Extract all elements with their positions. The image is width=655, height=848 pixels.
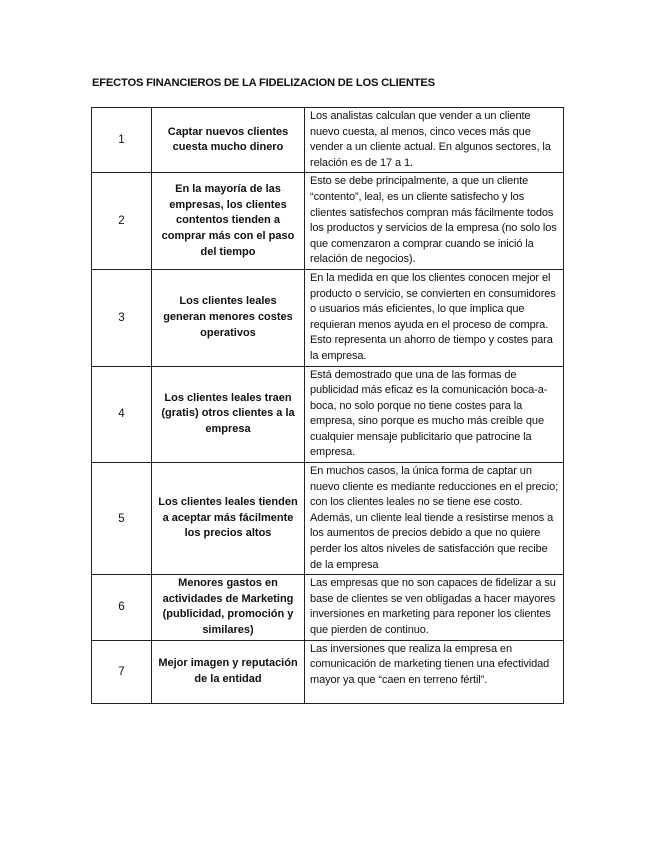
table-row	[92, 575, 564, 640]
row-description: Las empresas que no son capaces de fidelizar a su base de clientes se ven obligadas a hacer mayores inversiones en marketing para reponer los clientes que pierden de continuo.	[305, 575, 564, 640]
document-title: EFECTOS FINANCIEROS DE LA FIDELIZACION DE LOS CLIENTES	[92, 77, 435, 89]
row-concept: Captar nuevos clientes cuesta mucho dinero	[152, 108, 305, 173]
table-row	[92, 269, 564, 366]
row-description: En la medida en que los clientes conocen mejor el producto o servicio, se convierten en consumidores o usuarios más eficientes, lo que implica que requieran menos ayuda en el proceso de compra. Esto representa un ahorro de tiempo y costes para la empresa.	[305, 269, 564, 366]
table-row	[92, 463, 564, 575]
row-concept: En la mayoría de las empresas, los clientes contentos tienden a comprar más con el paso del tiempo	[152, 173, 305, 270]
table-row	[92, 640, 564, 703]
row-number: 3	[92, 269, 152, 366]
row-number: 5	[92, 463, 152, 575]
table-row	[92, 366, 564, 463]
row-number: 6	[92, 575, 152, 640]
row-concept: Los clientes leales traen (gratis) otros clientes a la empresa	[152, 366, 305, 463]
row-description: Está demostrado que una de las formas de publicidad más eficaz es la comunicación boca-a-boca, no solo porque no tiene costes para la empresa, sino porque es mucho más creíble que cualquier mensaje publicitario que patrocine la empresa.	[305, 366, 564, 463]
table-row	[92, 108, 564, 173]
row-number: 2	[92, 173, 152, 270]
row-number: 4	[92, 366, 152, 463]
row-concept: Mejor imagen y reputación de la entidad	[152, 640, 305, 703]
row-description: Esto se debe principalmente, a que un cliente “contento”, leal, es un cliente satisfecho y los clientes satisfechos compran más fácilmente todos los productos y servicios de la empresa (no solo los que comenzaron a comprar cuando se inició la relación de negocios).	[305, 173, 564, 270]
row-description: Las inversiones que realiza la empresa en comunicación de marketing tienen una efectividad mayor ya que “caen en terreno fértil”.	[305, 640, 564, 703]
financial-effects-table	[91, 107, 564, 704]
table-row	[92, 173, 564, 270]
row-number: 7	[92, 640, 152, 703]
row-description: En muchos casos, la única forma de captar un nuevo cliente es mediante reducciones en el precio; con los clientes leales no se tiene ese costo. Además, un cliente leal tiende a resistirse menos a los aumentos de precios debido a que no quiere perder los altos niveles de satisfacción que recibe de la empresa	[305, 463, 564, 575]
row-concept: Los clientes leales generan menores costes operativos	[152, 269, 305, 366]
row-concept: Menores gastos en actividades de Marketing (publicidad, promoción y similares)	[152, 575, 305, 640]
row-description: Los analistas calculan que vender a un cliente nuevo cuesta, al menos, cinco veces más que vender a un cliente actual. En algunos sectores, la relación es de 17 a 1.	[305, 108, 564, 173]
row-number: 1	[92, 108, 152, 173]
row-concept: Los clientes leales tienden a aceptar más fácilmente los precios altos	[152, 463, 305, 575]
